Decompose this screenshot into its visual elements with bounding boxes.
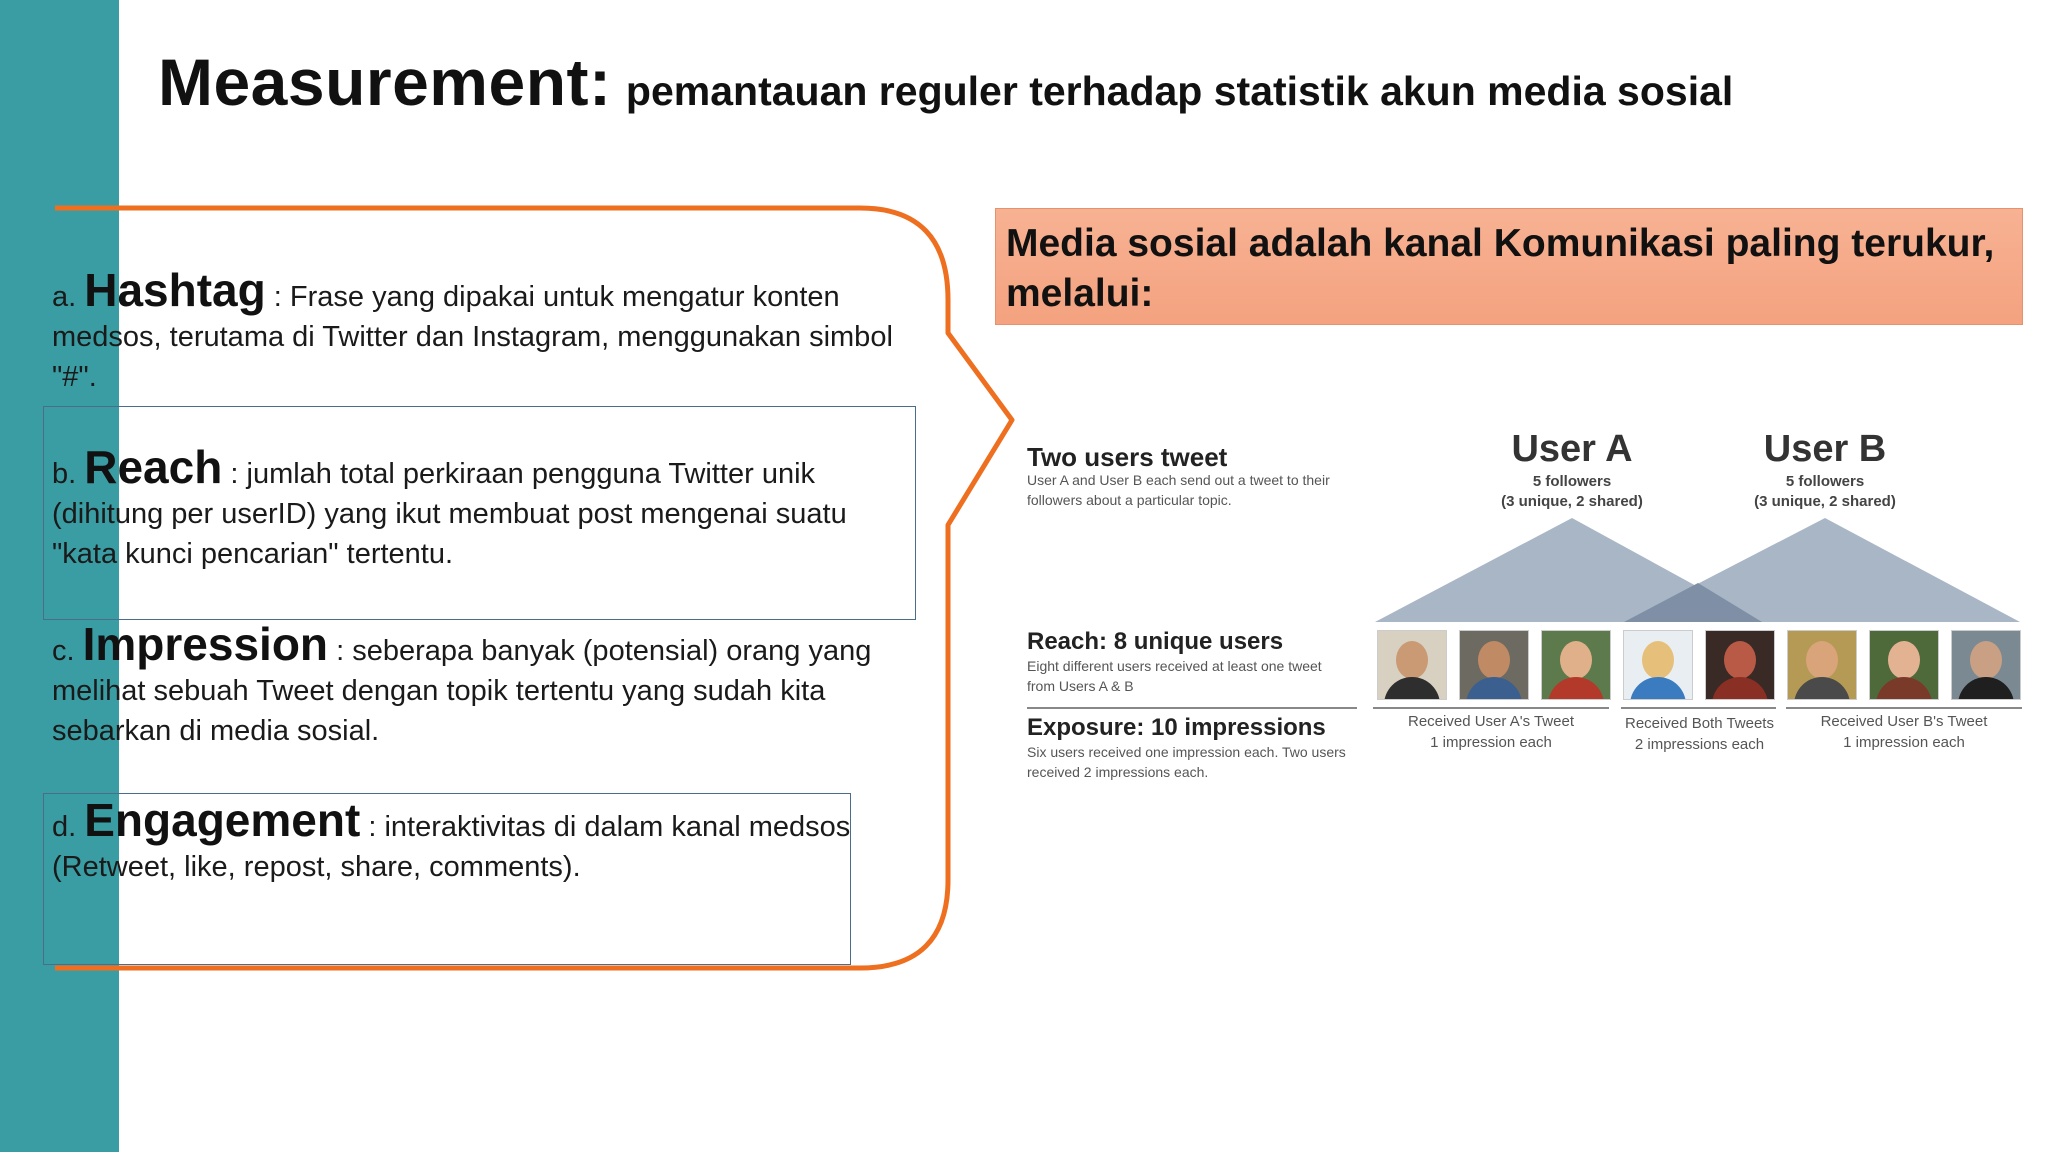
reach-exposure-figure [1010,400,2030,860]
follower-photo [1541,630,1611,700]
item-letter: a. [52,281,77,313]
caption-line: Received User B's Tweet [1820,713,1988,730]
follower-photo [1623,630,1693,700]
caption-line: 1 impression each [1430,734,1552,751]
caption-user-b [1786,711,2022,753]
item-description: : Frase yang dipakai untuk mengatur konten medsos, terutama di Twitter dan Instagram, menggunakan simbol "#". [52,281,893,393]
user-b-followers: 5 followers [1785,473,1865,490]
follower-photo [1377,630,1447,700]
two-users-desc: User A and User B each send out a tweet to their followers about a particular topic. [1027,472,1330,508]
divider [1786,707,2022,709]
triangles-diagram [1010,400,2030,640]
item-term: Reach [84,441,223,493]
item-impression [52,618,892,751]
reach-title: Reach: 8 unique users [1027,628,1284,655]
callout-box: Media sosial adalah kanal Komunikasi paling terukur, melalui: [995,208,2023,325]
item-term: Hashtag [84,264,266,316]
caption-line: 2 impressions each [1634,736,1765,753]
user-b-title: User B [1763,428,1887,470]
user-a-detail: (3 unique, 2 shared) [1501,493,1643,510]
item-term: Impression [82,618,329,670]
divider [1621,707,1776,709]
user-a-title: User A [1511,428,1633,470]
item-description: : interaktivitas di dalam kanal medsos (Retweet, like, repost, share, comments). [52,811,851,883]
item-hashtag [52,264,922,397]
follower-photo [1787,630,1857,700]
follower-photo [1459,630,1529,700]
two-users-title: Two users tweet [1027,442,1228,472]
divider [1027,707,1357,709]
caption-line: Received Both Tweets [1625,715,1774,732]
caption-both [1612,713,1787,755]
title-main: Measurement: [158,45,612,119]
item-engagement [52,794,852,887]
item-description: : seberapa banyak (potensial) orang yang melihat sebuah Tweet dengan topik tertentu yang sudah kita sebarkan di media sosial. [52,635,872,747]
item-term: Engagement [84,794,361,846]
title-subtitle: pemantauan reguler terhadap statistik akun media sosial [625,68,1734,114]
item-letter: d. [52,811,77,843]
item-description: : jumlah total perkiraan pengguna Twitter unik (dihitung per userID) yang ikut membuat post mengenai suatu "kata kunci pencarian" tertentu. [52,458,847,570]
item-letter: c. [52,635,75,667]
caption-user-a [1373,711,1609,753]
item-reach [52,441,892,574]
follower-photo [1705,630,1775,700]
user-a-followers: 5 followers [1532,473,1612,490]
caption-line: Received User A's Tweet [1408,713,1574,730]
follower-photo [1869,630,1939,700]
follower-photo [1951,630,2021,700]
user-b-detail: (3 unique, 2 shared) [1754,493,1896,510]
reach-desc: Eight different users received at least one tweet from Users A & B [1027,658,1322,694]
exposure-desc: Six users received one impression each. Two users received 2 impressions each. [1027,744,1346,780]
exposure-title: Exposure: 10 impressions [1027,714,1326,741]
item-letter: b. [52,458,77,490]
caption-line: 1 impression each [1843,734,1965,751]
divider [1373,707,1609,709]
